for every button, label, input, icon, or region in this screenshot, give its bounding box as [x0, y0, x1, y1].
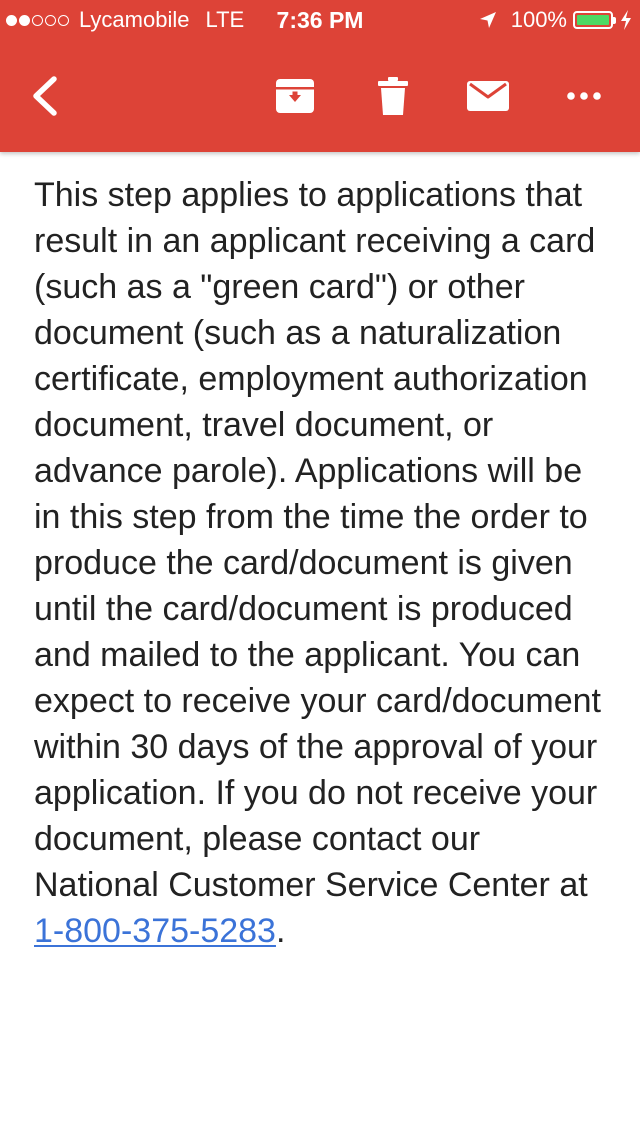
- carrier-name: Lycamobile: [79, 7, 190, 32]
- archive-button[interactable]: [270, 40, 320, 152]
- battery-tip: [613, 17, 616, 24]
- location-arrow-icon: [479, 11, 497, 29]
- trash-icon: [378, 77, 408, 115]
- status-right: [479, 7, 632, 33]
- mail-icon: [467, 81, 509, 111]
- archive-icon: [276, 79, 314, 113]
- battery-fill: [577, 15, 609, 25]
- message-text: This step applies to applications that result in an applicant receiving a card (such as a "green card") or other document (such as a naturalization certificate, employment authorization document, travel document, or advance parole). Applications will be in this step from the time the order to produce the card/document is given until the card/document is produced and mailed to the applicant. You can expect to receive your card/document within 30 days of the approval of your application. If you do not receive your document, please contact our National Customer Service Center at: [34, 176, 601, 904]
- phone-number-link[interactable]: 1-800-375-5283: [34, 912, 276, 950]
- message-body: [34, 172, 614, 954]
- delete-button[interactable]: [368, 40, 418, 152]
- back-button[interactable]: [20, 40, 70, 152]
- charging-bolt-icon: [620, 10, 632, 30]
- battery-body: [573, 11, 613, 29]
- chevron-left-icon: [30, 76, 60, 116]
- app-bar: [0, 0, 640, 152]
- more-options-button[interactable]: [560, 40, 608, 152]
- status-time: 7:36 PM: [276, 7, 364, 33]
- toolbar: [0, 40, 640, 152]
- mark-unread-button[interactable]: [462, 40, 514, 152]
- battery-icon: [573, 11, 616, 29]
- message-trailing-punctuation: .: [275, 912, 286, 950]
- more-horizontal-icon: [567, 92, 601, 100]
- status-bar: [0, 0, 640, 40]
- battery-percent: 100%: [510, 7, 567, 32]
- network-type: LTE: [205, 7, 245, 32]
- message-paragraph: [34, 172, 614, 954]
